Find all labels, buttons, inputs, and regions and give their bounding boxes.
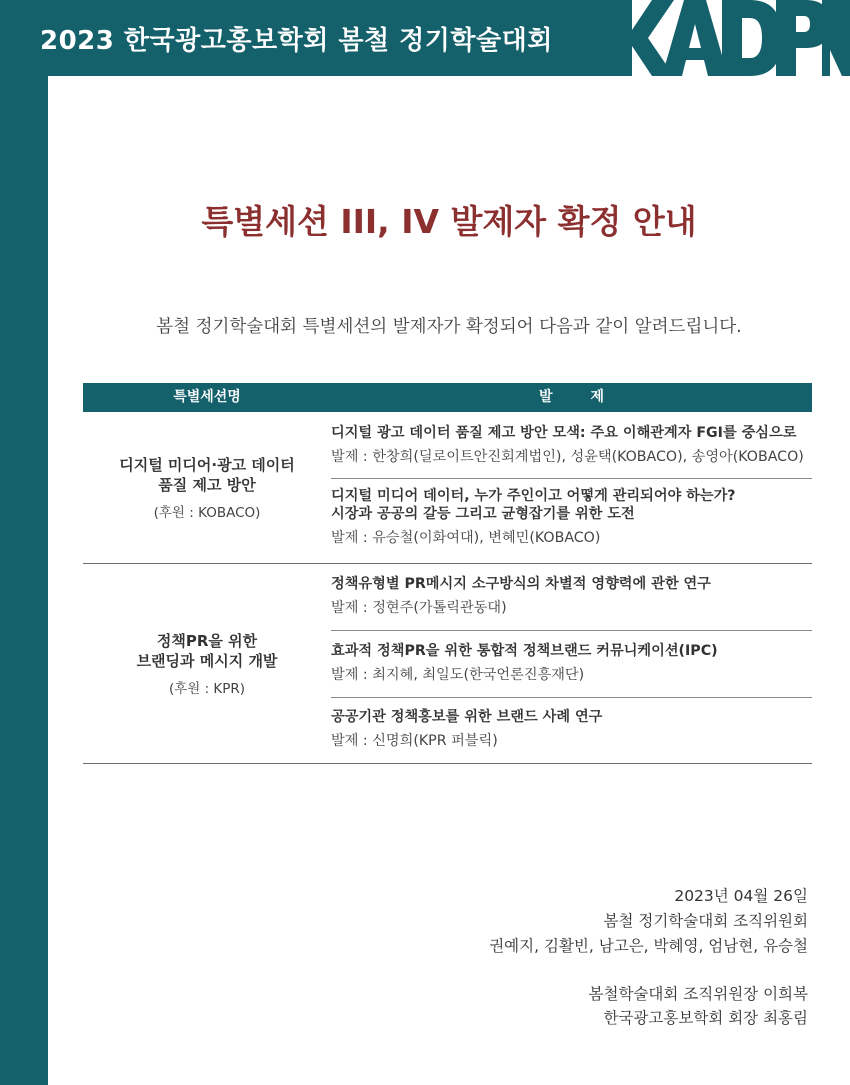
topic-row bbox=[331, 479, 812, 563]
topic-presenter: 발제 : 최지혜, 최일도(한국언론진흥재단) bbox=[331, 667, 585, 683]
topic-title: 공공기관 정책홍보를 위한 브랜드 사례 연구 bbox=[331, 709, 603, 725]
page-title: 특별세션 III, IV 발제자 확정 안내 bbox=[201, 202, 697, 241]
session-name-line: 디지털 미디어·광고 데이터 bbox=[119, 455, 295, 474]
header-topic: 발제 bbox=[538, 389, 643, 405]
session-name-line: 브랜딩과 메시지 개발 bbox=[136, 651, 278, 670]
intro-text: 봄철 정기학술대회 특별세션의 발제자가 확정되어 다음과 같이 알려드립니다. bbox=[156, 317, 742, 337]
footer-date: 2023년 04월 26일 bbox=[674, 887, 808, 905]
session-group bbox=[83, 564, 812, 764]
header-title: 2023 한국광고홍보학회 봄철 정기학술대회 bbox=[40, 26, 553, 56]
session-group bbox=[83, 412, 812, 564]
session-table bbox=[83, 383, 812, 764]
topic-row bbox=[331, 564, 812, 631]
topic-presenter: 발제 : 정현주(가톨릭관동대) bbox=[331, 600, 507, 616]
kadpr-logo-mark bbox=[610, 0, 850, 76]
topic-presenter: 발제 : 한창희(딜로이트안진회계법인), 성윤택(KOBACO), 송영아(KOBACO) bbox=[331, 449, 804, 465]
session-cell bbox=[83, 412, 331, 563]
footer-chair: 봄철학술대회 조직위원장 이희복 bbox=[588, 985, 808, 1003]
kadpr-logo bbox=[610, 0, 850, 76]
session-sponsor: (후원 : KOBACO) bbox=[153, 504, 261, 521]
left-accent-bar bbox=[0, 0, 48, 1085]
header-session: 특별세션명 bbox=[173, 389, 241, 405]
topic-row bbox=[331, 631, 812, 698]
topic-title: 효과적 정책PR을 위한 통합적 정책브랜드 커뮤니케이션(IPC) bbox=[331, 643, 718, 659]
topic-title: 시장과 공공의 갈등 그리고 균형잡기를 위한 도전 bbox=[331, 506, 635, 522]
topic-title: 디지털 미디어 데이터, 누가 주인이고 어떻게 관리되어야 하는가? bbox=[331, 488, 736, 504]
topic-row bbox=[331, 412, 812, 479]
topic-list bbox=[331, 412, 812, 563]
session-name-line: 정책PR을 위한 bbox=[156, 631, 258, 650]
footer-members: 권예지, 김활빈, 남고은, 박혜영, 엄남현, 유승철 bbox=[489, 937, 808, 955]
footer-organizer: 봄철 정기학술대회 조직위원회 bbox=[603, 912, 808, 930]
session-sponsor: (후원 : KPR) bbox=[168, 680, 246, 697]
topic-title: 디지털 광고 데이터 품질 제고 방안 모색: 주요 이해관계자 FGI를 중심으로 bbox=[331, 425, 797, 441]
topic-title: 정책유형별 PR메시지 소구방식의 차별적 영향력에 관한 연구 bbox=[331, 576, 711, 592]
footer-president: 한국광고홍보학회 회장 최홍림 bbox=[603, 1009, 808, 1027]
topic-presenter: 발제 : 신명희(KPR 퍼블릭) bbox=[331, 733, 498, 749]
topic-list bbox=[331, 564, 812, 763]
table-header bbox=[83, 383, 812, 412]
session-cell bbox=[83, 564, 331, 763]
topic-row bbox=[331, 698, 812, 763]
topic-presenter: 발제 : 유승철(이화여대), 변혜민(KOBACO) bbox=[331, 530, 601, 546]
session-name-line: 품질 제고 방안 bbox=[158, 475, 256, 494]
